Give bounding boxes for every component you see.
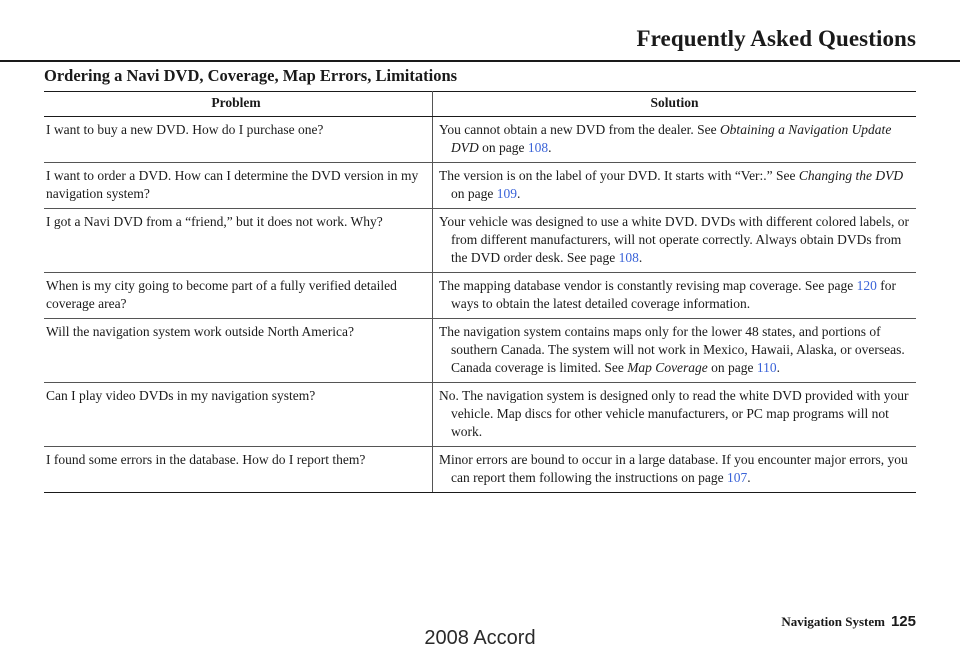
referenced-section-title: Map Coverage — [627, 360, 708, 375]
solution-text-segment: Your vehicle was designed to use a white DVD. DVDs with different colored labels, or from different manufacturers, will not operate correctly. Always obtain DVDs from the DVD order desk. See page — [439, 214, 910, 265]
problem-cell: I want to buy a new DVD. How do I purchase one? — [44, 117, 433, 163]
problem-cell: I got a Navi DVD from a “friend,” but it does not work. Why? — [44, 209, 433, 273]
solution-cell — [433, 447, 917, 493]
section-heading: Ordering a Navi DVD, Coverage, Map Errors, Limitations — [44, 66, 458, 85]
problem-cell: When is my city going to become part of a fully verified detailed coverage area? — [44, 273, 433, 319]
table-header-row — [44, 92, 916, 117]
solution-text-segment: . — [638, 250, 643, 265]
watermark: 2008 Accord — [424, 627, 536, 649]
solution-text-segment: . — [548, 140, 552, 155]
solution-text-segment: Minor errors are bound to occur in a large database. If you encounter major errors, you can report them following the instructions on page — [439, 452, 908, 485]
solution-cell — [433, 319, 917, 383]
page-reference-link[interactable]: 120 — [856, 278, 877, 293]
solution-cell — [433, 383, 917, 447]
page-reference-link[interactable]: 107 — [726, 470, 748, 485]
solution-cell — [433, 209, 917, 273]
solution-text — [439, 451, 910, 487]
table-row — [44, 447, 916, 493]
page-title: Frequently Asked Questions — [636, 26, 916, 51]
solution-cell — [433, 163, 917, 209]
table-row — [44, 383, 916, 447]
solution-text — [439, 121, 910, 157]
title-divider — [0, 60, 960, 62]
solution-cell — [433, 117, 917, 163]
problem-cell: I want to order a DVD. How can I determine the DVD version in my navigation system? — [44, 163, 433, 209]
referenced-section-title: Changing the DVD — [798, 168, 904, 183]
page-number: 125 — [890, 613, 916, 630]
faq-table-body — [44, 117, 916, 493]
solution-text-segment: for ways to obtain the latest detailed coverage information. — [451, 278, 896, 311]
solution-text-segment: on page — [451, 186, 497, 201]
column-header-problem: Problem — [44, 92, 433, 117]
solution-text — [439, 277, 910, 313]
solution-text — [439, 213, 910, 267]
solution-text-segment: . — [747, 470, 751, 485]
problem-cell: I found some errors in the database. How do I report them? — [44, 447, 433, 493]
problem-cell: Will the navigation system work outside North America? — [44, 319, 433, 383]
solution-text-segment: . — [516, 186, 521, 201]
problem-cell: Can I play video DVDs in my navigation system? — [44, 383, 433, 447]
solution-cell — [433, 273, 917, 319]
solution-text-segment: on page — [707, 360, 757, 375]
solution-text — [439, 323, 910, 377]
table-row — [44, 319, 916, 383]
page-reference-link[interactable]: 108 — [527, 140, 549, 155]
solution-text-segment: No. The navigation system is designed only to read the white DVD provided with your vehicle. Map discs for other vehicle manufacturers, or PC map programs will not work. — [439, 388, 909, 439]
table-row — [44, 273, 916, 319]
footer-section-label: Navigation System — [781, 614, 885, 629]
table-row — [44, 209, 916, 273]
page-reference-link[interactable]: 110 — [756, 360, 777, 375]
table-row — [44, 117, 916, 163]
solution-text-segment: The version is on the label of your DVD. It starts with “Ver:.” See — [439, 168, 799, 183]
solution-text-segment: on page — [478, 140, 528, 155]
solution-text — [439, 167, 910, 203]
column-header-solution: Solution — [433, 92, 917, 117]
page-reference-link[interactable]: 109 — [496, 186, 517, 201]
solution-text-segment: The navigation system contains maps only for the lower 48 states, and portions of southern Canada. The system will not work in Mexico, Hawaii, Alaska, or overseas. Canada coverage is limited. See — [439, 324, 905, 375]
referenced-section-title: Obtaining a Navigation Update DVD — [451, 122, 892, 155]
solution-text-segment: The mapping database vendor is constantly revising map coverage. See page — [439, 278, 857, 293]
solution-text — [439, 387, 910, 441]
page-reference-link[interactable]: 108 — [618, 250, 639, 265]
faq-table — [44, 91, 916, 493]
solution-text-segment: . — [776, 360, 781, 375]
solution-text-segment: You cannot obtain a new DVD from the dealer. See — [439, 122, 720, 137]
table-row — [44, 163, 916, 209]
